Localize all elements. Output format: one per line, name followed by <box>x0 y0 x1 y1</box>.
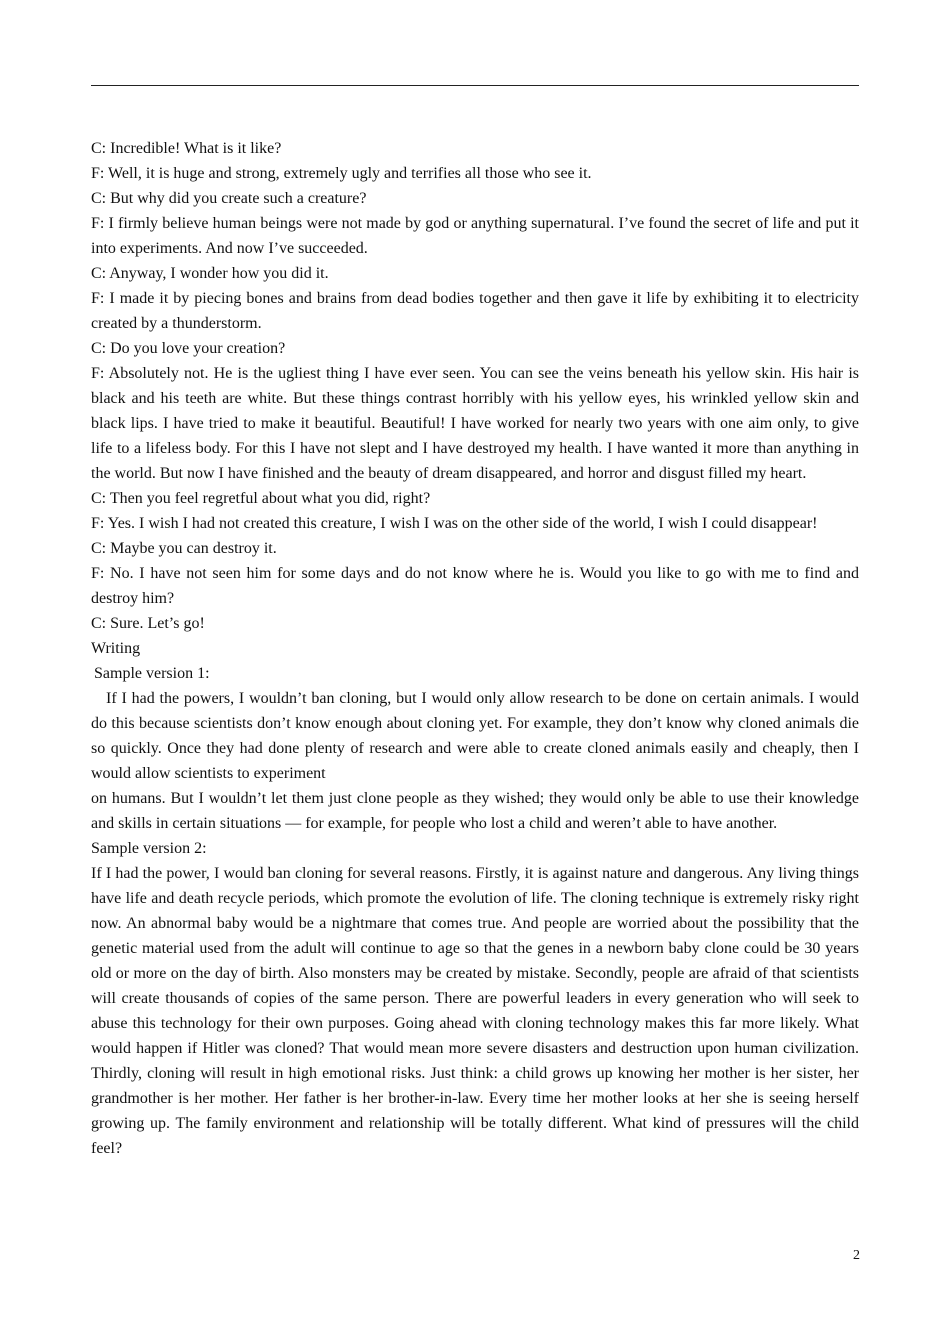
section-heading: Writing <box>91 640 141 657</box>
header-rule <box>91 85 859 86</box>
dialogue-line: F: Absolutely not. He is the ugliest thing I have ever seen. You can see the veins beneath his yellow skin. His hair is black and his teeth are white. But these things contrast horribly with his yellow eyes, his wrinkled yellow skin and black lips. I have tried to make it beautiful. Beautiful! I have worked for nearly two years with one aim only, to give life to a lifeless body. For this I have not slept and I have destroyed my health. I have wanted it more than anything in the world. But now I have finished and the beauty of dream disappeared, and horror and disgust filled my heart. <box>91 365 859 482</box>
dialogue-line: C: Incredible! What is it like? <box>91 140 282 157</box>
dialogue-line: C: Sure. Let’s go! <box>91 615 205 632</box>
body-paragraph: If I had the power, I would ban cloning for several reasons. Firstly, it is against nature and dangerous. Any living things have life and death recycle periods, which promote the evolution of life. The cloning technique is extremely risky right now. An abnormal baby would be a nightmare that comes true. And people are worried about the possibility that the genetic material used from the adult will continue to age so that the genes in a newborn baby clone could be 30 years old or more on the day of birth. Also monsters may be created by mistake. Secondly, people are afraid of that scientists will create thousands of copies of the same person. There are powerful leaders in every generation who will seek to abuse this technology for their own purposes. Going ahead with cloning technology makes this far more likely. What would happen if Hitler was cloned? That would mean more severe disasters and destruction upon human civilization. Thirdly, cloning will result in high emotional risks. Just think: a child grows up knowing her mother is her sister, her grandmother is her mother. Her father is her brother-in-law. Every time her mother looks at her she is seeing herself growing up. The family environment and relationship will be totally different. What kind of pressures will the child feel? <box>91 865 859 1157</box>
dialogue-line: F: No. I have not seen him for some days and do not know where he is. Would you like to go with me to find and destroy him? <box>91 565 859 607</box>
dialogue-line: C: Do you love your creation? <box>91 340 286 357</box>
body-paragraph: If I had the powers, I wouldn’t ban cloning, but I would only allow research to be done on certain animals. I would do this because scientists don’t know enough about cloning yet. For example, they don’t know why cloned animals die so quickly. Once they had done plenty of research and were able to create cloned animals easily and cheaply, then I would allow scientists to experiment <box>91 690 859 782</box>
dialogue-line: F: Yes. I wish I had not created this creature, I wish I was on the other side of the world, I wish I could disappear! <box>91 515 818 532</box>
subsection-heading: Sample version 2: <box>91 840 207 857</box>
dialogue-line: F: I made it by piecing bones and brains from dead bodies together and then gave it life by exhibiting it to electricity created by a thunderstorm. <box>91 290 859 332</box>
dialogue-line: C: But why did you create such a creature? <box>91 190 367 207</box>
dialogue-line: F: Well, it is huge and strong, extremely ugly and terrifies all those who see it. <box>91 165 592 182</box>
subsection-heading: Sample version 1: <box>94 665 210 682</box>
page-number: 2 <box>853 1248 860 1263</box>
dialogue-line: C: Then you feel regretful about what you did, right? <box>91 490 431 507</box>
page-body <box>91 136 859 1161</box>
dialogue-line: C: Anyway, I wonder how you did it. <box>91 265 329 282</box>
body-paragraph: on humans. But I wouldn’t let them just clone people as they wished; they would only be able to use their knowledge and skills in certain situations — for example, for people who lost a child and weren’t able to have another. <box>91 790 859 832</box>
dialogue-line: F: I firmly believe human beings were not made by god or anything supernatural. I’ve found the secret of life and put it into experiments. And now I’ve succeeded. <box>91 215 859 257</box>
dialogue-line: C: Maybe you can destroy it. <box>91 540 277 557</box>
